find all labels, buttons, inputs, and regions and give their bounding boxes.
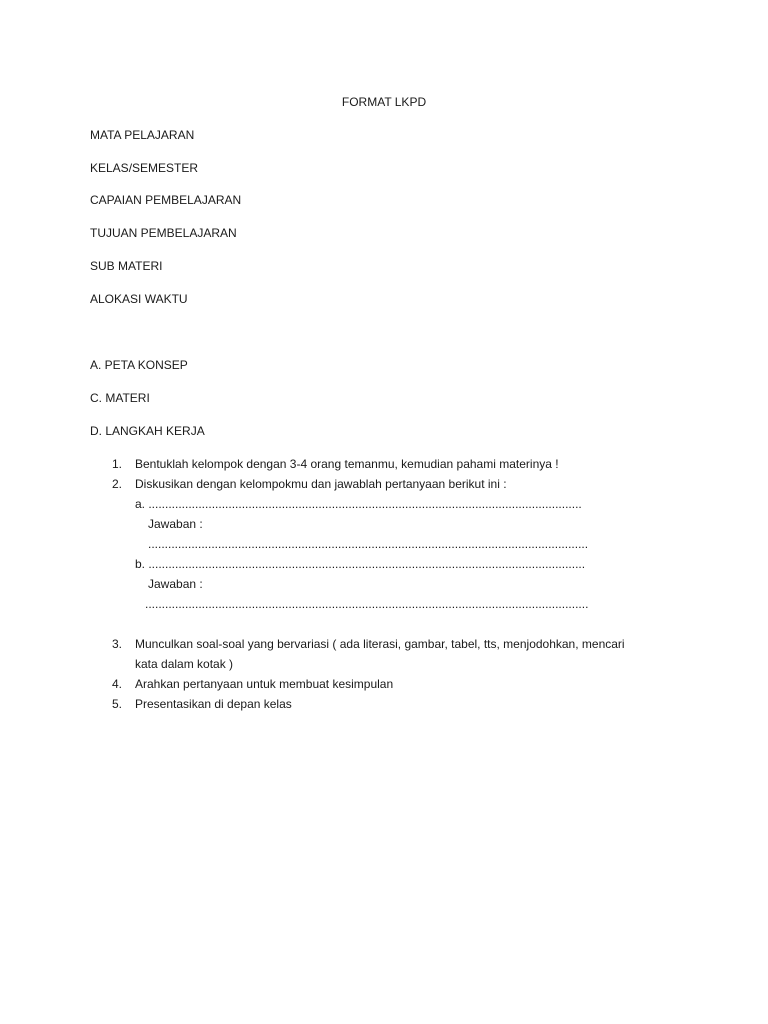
step-number: 4. [112, 677, 123, 691]
answer-b-label: Jawaban : [148, 577, 203, 591]
field-sub-materi: SUB MATERI [90, 259, 163, 273]
section-langkah-kerja: D. LANGKAH KERJA [90, 424, 205, 438]
field-mata-pelajaran: MATA PELAJARAN [90, 128, 195, 142]
section-materi: C. MATERI [90, 391, 150, 405]
step-text: Diskusikan dengan kelompokmu dan jawablah pertanyaan berikut ini : [135, 477, 507, 491]
step-text: Arahkan pertanyaan untuk membuat kesimpulan [135, 677, 394, 691]
step-number: 1. [112, 457, 123, 471]
question-b-line: b. ................................................................................................................................... [135, 557, 586, 571]
step-number: 5. [112, 697, 123, 711]
answer-b-line: ..................................................................................................................................... [145, 597, 589, 611]
step-text: Munculkan soal-soal yang bervariasi ( ada literasi, gambar, tabel, tts, menjodohkan, mencari [135, 637, 625, 651]
step-number: 2. [112, 477, 123, 491]
document-title: FORMAT LKPD [341, 95, 427, 109]
section-peta-konsep: A. PETA KONSEP [90, 358, 188, 372]
field-tujuan-pembelajaran: TUJUAN PEMBELAJARAN [90, 226, 237, 240]
answer-a-label: Jawaban : [148, 517, 203, 531]
step-number: 3. [112, 637, 123, 651]
step-text: Bentuklah kelompok dengan 3-4 orang temanmu, kemudian pahami materinya ! [135, 457, 559, 471]
field-kelas-semester: KELAS/SEMESTER [90, 161, 199, 175]
field-alokasi-waktu: ALOKASI WAKTU [90, 292, 188, 306]
step-text: Presentasikan di depan kelas [135, 697, 292, 711]
field-capaian-pembelajaran: CAPAIAN PEMBELAJARAN [90, 193, 242, 207]
answer-a-line: .................................................................................................................................... [148, 537, 589, 551]
step-text-continuation: kata dalam kotak ) [135, 657, 234, 671]
question-a-line: a. .................................................................................................................................. [135, 497, 582, 511]
